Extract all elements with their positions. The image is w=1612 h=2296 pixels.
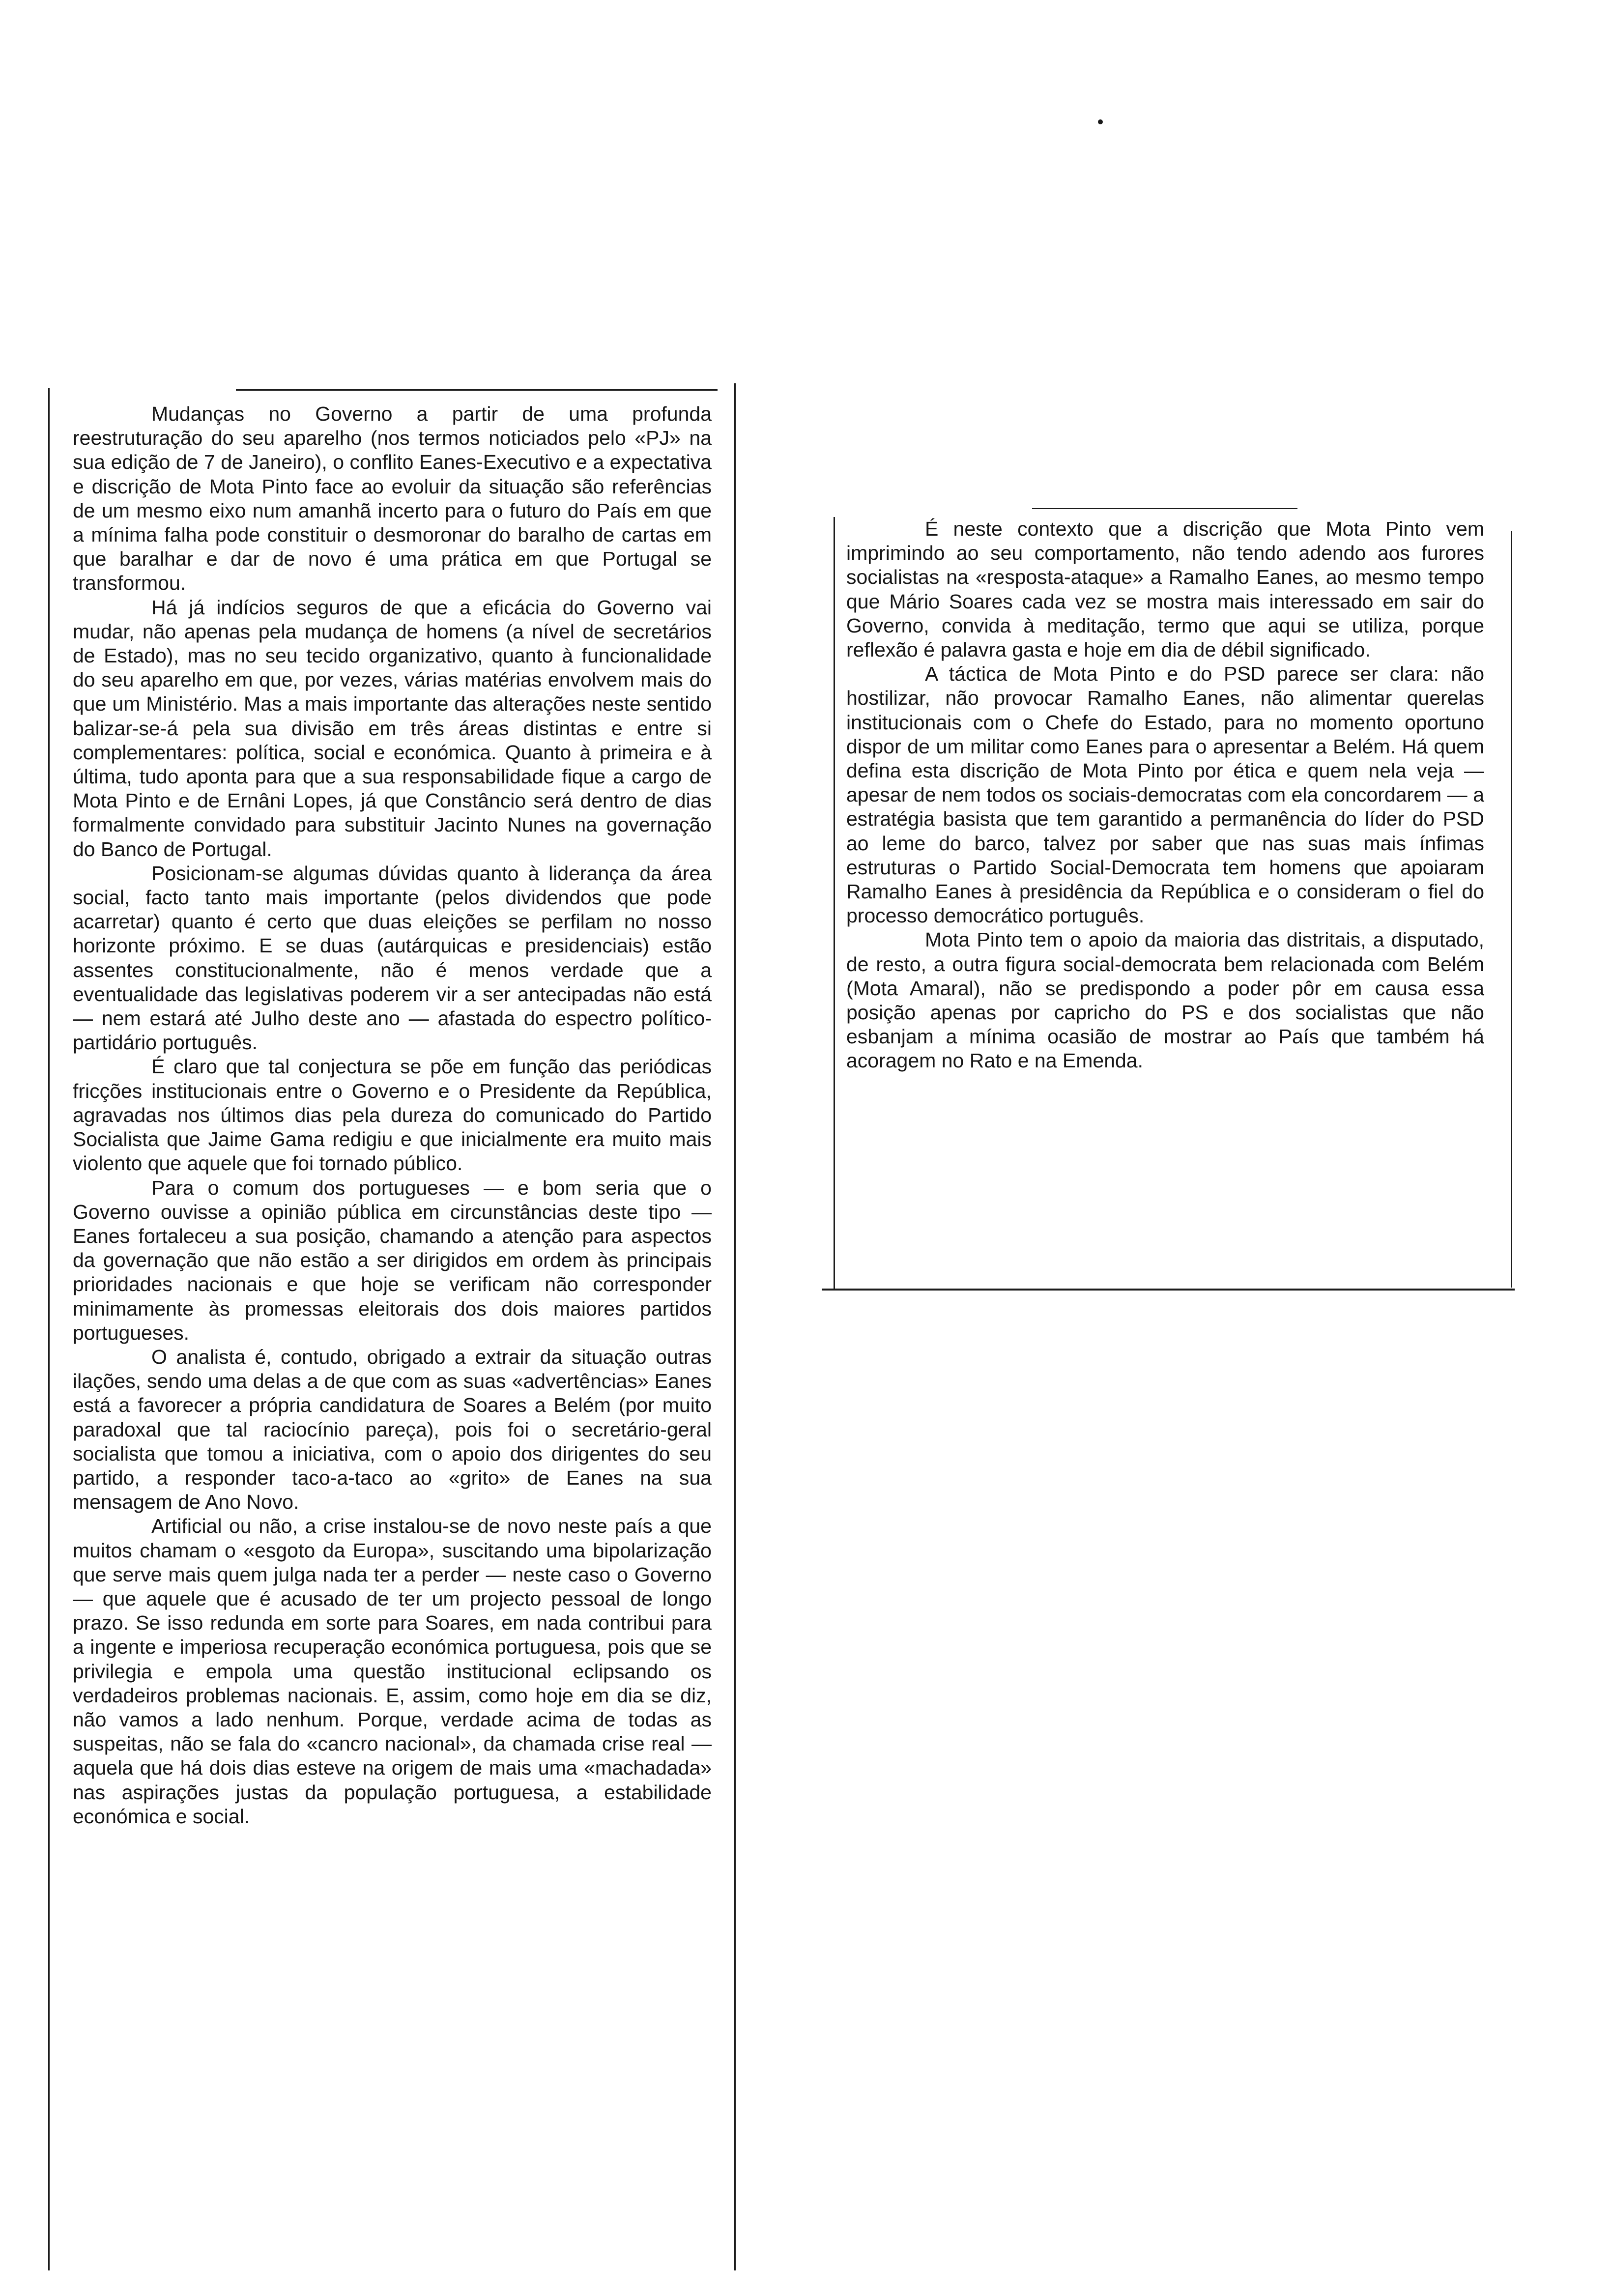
article-paragraph: A táctica de Mota Pinto e do PSD parece ser clara: não hostilizar, não provocar Ramalho Eanes, não alimentar querelas institucionais com o Chefe do Estado, para no momento oportuno dispor de um militar como Eanes para o apresentar a Belém. Há quem defina esta discrição de Mota Pinto por ética e quem nela veja — apesar de nem todos os sociais-democratas com ela concordarem — a estratégia basista que tem garantido a permanência do líder do PSD ao leme do barco, talvez por saber que nas suas mais ínfimas estruturas o Partido Social-Democrata tem homens que apoiaram Ramalho Eanes à presidência da República e o consideram o fiel do processo democrático português. xyxy=(846,662,1484,927)
left-article-column xyxy=(73,402,712,1829)
article-paragraph: Há já indícios seguros de que a eficácia do Governo vai mudar, não apenas pela mudança de homens (a nível de secretários de Estado), mas no seu tecido organizativo, quanto à funcionalidade do seu aparelho em que, por vezes, várias matérias envolvem mais do que um Ministério. Mas a mais importante das alterações neste sentido balizar-se-á pela sua divisão em três áreas distintas e entre si complementares: política, social e económica. Quanto à primeira e à última, tudo aponta para que a sua responsabilidade fique a cargo de Mota Pinto e de Ernâni Lopes, já que Constâncio será dentro de dias formalmente convidado para substituir Jacinto Nunes na governação do Banco de Portugal. xyxy=(73,596,712,861)
article-paragraph: O analista é, contudo, obrigado a extrair da situação outras ilações, sendo uma delas a de que com as suas «advertências» Eanes está a favorecer a própria candidatura de Soares a Belém (por muito paradoxal que tal raciocínio pareça), pois foi o secretário-geral socialista que tomou a iniciativa, com o apoio dos dirigentes do seu partido, a responder taco-a-taco ao «grito» de Eanes na sua mensagem de Ano Novo. xyxy=(73,1345,712,1514)
right-column-bottom-rule xyxy=(822,1289,1515,1291)
article-paragraph: É claro que tal conjectura se põe em função das periódicas fricções institucionais entre o Governo e o Presidente da República, agravadas nos últimos dias pela dureza do comunicado do Partido Socialista que Jaime Gama redigiu e que inicialmente era muito mais violento que aquele que foi tornado público. xyxy=(73,1055,712,1175)
article-paragraph: Artificial ou não, a crise instalou-se de novo neste país a que muitos chamam o «esgoto da Europa», suscitando uma bipolarização que serve mais quem julga nada ter a perder — neste caso o Governo — que aquele que é acusado de ter um projecto pessoal de longo prazo. Se isso redunda em sorte para Soares, em nada contribui para a ingente e imperiosa recuperação económica portuguesa, pois que se privilegia e empola uma questão institucional eclipsando os verdadeiros problemas nacionais. E, assim, como hoje em dia se diz, não vamos a lado nenhum. Porque, verdade acima de todas as suspeitas, não se fala do «cancro nacional», da chamada crise real — aquela que há dois dias esteve na origem de mais uma «machadada» nas aspirações justas da população portuguesa, a estabilidade económica e social. xyxy=(73,1515,712,1828)
article-paragraph: É neste contexto que a discrição que Mota Pinto vem imprimindo ao seu comportamento, não tendo adendo aos furores socialistas na «resposta-ataque» a Ramalho Eanes, ao mesmo tempo que Mário Soares cada vez se mostra mais interessado em sair do Governo, convida à meditação, termo que aqui se utiliza, porque reflexão é palavra gasta e hoje em dia de débil significado. xyxy=(846,517,1484,661)
right-column-left-border xyxy=(834,517,835,1289)
left-column-top-rule xyxy=(236,389,718,391)
article-paragraph: Posicionam-se algumas dúvidas quanto à liderança da área social, facto tanto mais importante (pelos dividendos que pode acarretar) quanto é certo que duas eleições se perfilam no nosso horizonte próximo. E se duas (autárquicas e presidenciais) estão assentes constitucionalmente, não é menos verdade que a eventualidade das legislativas poderem vir a ser antecipadas não está — nem estará até Julho deste ano — afastada do espectro político-partidário português. xyxy=(73,861,712,1054)
print-speck xyxy=(1098,119,1103,124)
article-paragraph: Mota Pinto tem o apoio da maioria das distritais, a disputado, de resto, a outra figura social-democrata bem relacionada com Belém (Mota Amaral), não se predispondo a poder pôr em causa essa posição apenas por capricho do PS e dos socialistas que não esbanjam a mínima ocasião de mostrar ao País que também há acoragem no Rato e na Emenda. xyxy=(846,928,1484,1072)
right-column-right-border xyxy=(1511,531,1512,1288)
right-column-top-rule xyxy=(1032,508,1297,509)
left-column-right-border xyxy=(734,383,736,2270)
left-column-left-border xyxy=(48,388,50,2270)
article-paragraph: Mudanças no Governo a partir de uma profunda reestruturação do seu aparelho (nos termos noticiados pelo «PJ» na sua edição de 7 de Janeiro), o conflito Eanes-Executivo e a expectativa e discrição de Mota Pinto face ao evoluir da situação são referências de um mesmo eixo num amanhã incerto para o futuro do País em que a mínima falha pode constituir o desmoronar do baralho de cartas em que baralhar e dar de novo é uma prática em que Portugal se transformou. xyxy=(73,402,712,595)
article-paragraph: Para o comum dos portugueses — e bom seria que o Governo ouvisse a opinião pública em circunstâncias deste tipo — Eanes fortaleceu a sua posição, chamando a atenção para aspectos da governação que não estão a ser dirigidos em ordem às principais prioridades nacionais e que hoje se verificam não corresponder minimamente às promessas eleitorais dos dois maiores partidos portugueses. xyxy=(73,1176,712,1344)
right-article-column xyxy=(846,517,1484,1073)
